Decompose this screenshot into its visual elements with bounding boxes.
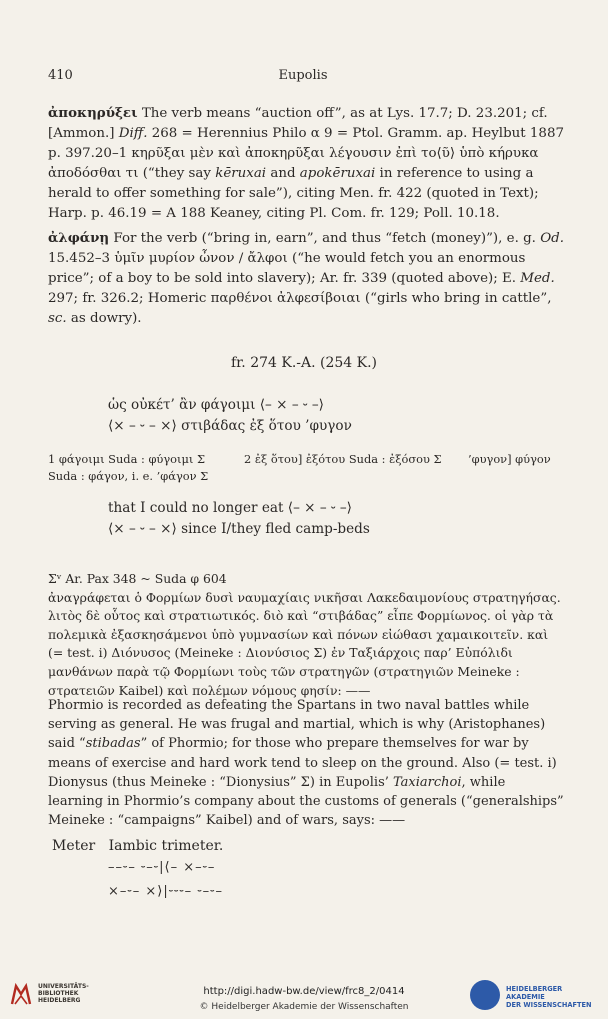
commentary-entry-alphane — [48, 228, 564, 329]
library-logo-line: UNIVERSITÄTS- — [38, 983, 89, 990]
entry-text: The verb means “auction off”, as at Lys. 17.7; D. 23.201; cf. [Ammon.] — [48, 106, 548, 141]
meter-scheme-line-1: ––⏑– ⏑–⏑|⟨– ×–⏑– — [108, 860, 216, 875]
entry-text: in reference to using a herald to offer something for sale”), citing Men. fr. 422 (quoted in Text); Harp. p. 46.19 = A 188 Keaney, citing Pl. Com. fr. 129; Poll. 10.18. — [48, 166, 539, 221]
entry-italic: Diff. — [118, 126, 148, 141]
scholion-translation — [48, 696, 564, 830]
entry-text: For the verb (“bring in, earn”, and thus “fetch (money)”), e. g. — [109, 231, 541, 246]
verse-line-2: ⟨× – ⏑ – ×⟩ στιβάδας ἐξ ὅτου ’φυγον — [108, 418, 352, 434]
running-title: Eupolis — [278, 68, 328, 83]
meter-scheme — [108, 856, 223, 904]
apparatus-note-4: Suda : φάγον, i. e. ’φάγον Σ — [48, 469, 209, 483]
entry-text: 268 = Herennius Philo α 9 = Ptol. Gramm. ap. Heylbut 1887 p. 397.20–1 κηρῦξαι μὲν καὶ ἀποκηρῦξαι λέγουσιν ἐπὶ το⟨ῦ⟩ ὑπὸ κήρυκα ἀποδόσθαι τι (“they say — [48, 126, 564, 181]
apparatus-note-2: 2 ἐξ ὅτου] ἐξότου Suda : ἐξόσου Σ — [244, 452, 442, 466]
meter-heading — [52, 838, 223, 854]
page-footer — [0, 978, 608, 1019]
copyright-notice: © Heidelberger Akademie der Wissenschaften — [199, 1002, 409, 1012]
meter-label: Meter — [52, 838, 96, 854]
apparatus-note-1: 1 φάγοιμι Suda : φύγοιμι Σ — [48, 452, 206, 466]
entry-text: 297; fr. 326.2; Homeric παρθένοι ἀλφεσίβοιαι (“girls who bring in cattle”, — [48, 291, 552, 306]
fragment-translation — [108, 498, 370, 540]
translation-line-1: that I could no longer eat ⟨– × – ⏑ –⟩ — [108, 500, 352, 516]
academy-logo-line: DER WISSENSCHAFTEN — [506, 1001, 592, 1009]
entry-italic: apokēruxai — [299, 166, 376, 181]
translation-italic: stibadas — [85, 736, 141, 752]
translation-text: Phormio is recorded as defeating the Spartans in two naval battles while serving as general. He was frugal and martial, which is why (Aristophanes) said “ — [48, 698, 546, 752]
fragment-title: fr. 274 K.-A. (254 K.) — [230, 355, 378, 371]
academy-logo-line: HEIDELBERGER AKADEMIE — [506, 985, 563, 1001]
lemma-headword: ἀλφάνῃ — [48, 230, 110, 246]
fragment-verse — [108, 395, 352, 437]
verse-line-1: ὡς οὐκέτ’ ἂν φάγοιμι ⟨– × – ⏑ –⟩ — [108, 397, 324, 413]
translation-text: , while learning in Phormio’s company about the customs of generals (“generalships” Meineke : “campaigns” Kaibel) and of wars, says: —— — [48, 774, 564, 829]
library-logo-line: HEIDELBERG — [38, 997, 81, 1004]
entry-text: and — [266, 166, 300, 181]
library-logo-line: BIBLIOTHEK — [38, 990, 79, 997]
entry-italic: kēruxai — [215, 166, 267, 181]
academy-seal-icon — [470, 980, 500, 1010]
scholion-text: ἀναγράφεται ὁ Φορμίων δυσὶ ναυμαχίαις νικῆσαι Λακεδαιμονίους στρατηγήσας. λιτὸς δὲ οὗτος καὶ στρατιωτικός. διὸ καὶ “στιβάδας” εἶπε Φορμίωνος. οἱ γὰρ τὰ πολεμικὰ ἐξασκησάμενοι ὑπὸ γυμνασίων καὶ πόνων εἰώθασι χαμαικοιτεῖν. καὶ (= test. i) Διόνυσος (Meineke : Διονύσιος Σ) ἐν Ταξιάρχοις παρ’ Εὐπόλιδι μανθάνων παρὰ τῷ Φορμίωνι τοὺς τῶν στρατηγῶν (στρατηγιῶν Meineke : στρατειῶν Kaibel) καὶ πολέμων νόμους φησίν: —— — [48, 589, 561, 698]
page-number: 410 — [48, 68, 73, 83]
scholion-source: Σᵛ Ar. Pax 348 ~ Suda φ 604 — [48, 571, 227, 586]
translation-text: ” of Phormio; for those who prepare themselves for war by means of exercise and hard work tend to sleep on the ground. Also (= test. i) Dionysus (thus Meineke : “Dionysius” Σ) in Eupolis’ — [48, 736, 557, 790]
entry-text: as dowry). — [66, 311, 142, 326]
translation-italic: Taxiarchoi — [393, 774, 462, 790]
apparatus-note-3: ’φυγον] φύγον — [468, 452, 551, 466]
academy-logo[interactable] — [470, 978, 602, 1014]
lemma-headword: ἀποκηρύξει — [48, 105, 138, 121]
permalink-url[interactable]: http://digi.hadw-bw.de/view/frc8_2/0414 — [203, 986, 405, 997]
entry-italic: Med. — [520, 271, 555, 286]
commentary-entry-apokeruxei — [48, 103, 564, 224]
entry-italic: sc. — [48, 311, 67, 326]
scholion-greek — [48, 570, 564, 700]
entry-italic: Od. — [540, 231, 564, 246]
meter-value: Iambic trimeter. — [108, 838, 224, 854]
translation-line-2: ⟨× – ⏑ – ×⟩ since I/they fled camp-beds — [108, 521, 370, 537]
meter-scheme-line-2: ×–⏑– ×⟩|⏑⏑⏑– ⏑–⏑– — [108, 884, 223, 899]
entry-text: 15.452–3 ὑμῖν μυρίον ὦνον / ἄλφοι (“he would fetch you an enormous price”; of a boy to be sold into slavery); Ar. fr. 339 (quoted above); E. — [48, 251, 526, 286]
